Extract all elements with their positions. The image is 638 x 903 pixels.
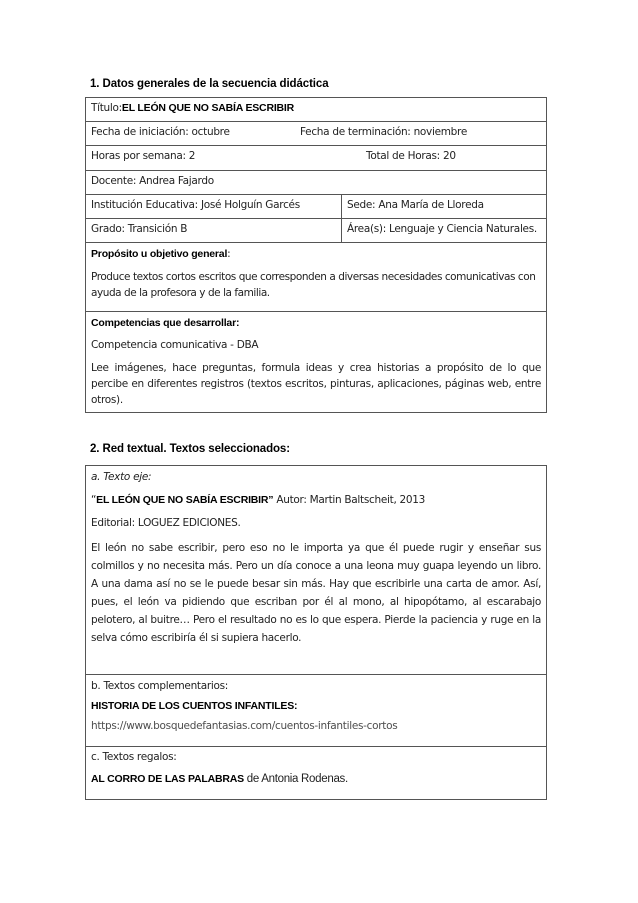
title-label: Título: bbox=[91, 102, 122, 114]
purpose-colon: : bbox=[227, 248, 231, 260]
purpose-text: Produce textos cortos escritos que corresponden a diversas necesidades comunicativas con ayuda de la profesora y de la familia. bbox=[91, 271, 536, 299]
core-text-cell bbox=[86, 466, 547, 675]
core-text-title: EL LEÓN QUE NO SABÍA ESCRIBIR” bbox=[96, 494, 274, 506]
gift-texts-cell bbox=[86, 747, 547, 800]
gift-title: AL CORRO DE LAS PALABRAS bbox=[91, 773, 244, 785]
gift-label: c. Textos regalos: bbox=[91, 751, 177, 763]
complementary-title: HISTORIA DE LOS CUENTOS INFANTILES: bbox=[91, 700, 298, 712]
selected-texts-table bbox=[85, 465, 547, 800]
core-text-label: a. Texto eje: bbox=[91, 471, 152, 483]
hours-cell bbox=[86, 146, 547, 171]
end-date: Fecha de terminación: noviembre bbox=[300, 126, 467, 138]
competency-text: Lee imágenes, hace preguntas, formula ideas y crea historias a propósito de lo que percibe en diferentes registros (textos escritos, pinturas, aplicaciones, páginas web, entre otros). bbox=[91, 362, 541, 406]
hours-total: Total de Horas: 20 bbox=[366, 150, 456, 162]
section2-heading: 2. Red textual. Textos seleccionados: bbox=[90, 443, 290, 455]
competency-name: Competencia comunicativa - DBA bbox=[91, 339, 259, 351]
purpose-cell bbox=[86, 243, 547, 312]
complementary-texts-cell bbox=[86, 675, 547, 747]
grade-cell: Grado: Transición B bbox=[86, 219, 342, 243]
purpose-label: Propósito u objetivo general bbox=[91, 248, 228, 260]
institution-cell: Institución Educativa: José Holguín Garcés bbox=[86, 195, 342, 219]
areas-cell: Área(s): Lenguaje y Ciencia Naturales. bbox=[342, 219, 547, 243]
teacher-cell: Docente: Andrea Fajardo bbox=[86, 171, 547, 195]
competencies-cell bbox=[86, 312, 547, 413]
core-text-open-quote: “ bbox=[91, 494, 97, 506]
title-cell bbox=[86, 98, 547, 122]
hours-per-week: Horas por semana: 2 bbox=[91, 150, 196, 162]
title-value: EL LEÓN QUE NO SABÍA ESCRIBIR bbox=[121, 102, 295, 114]
complementary-url[interactable]: https://www.bosquedefantasias.com/cuentos-infantiles-cortos bbox=[91, 720, 398, 732]
gift-author: de Antonia Rodenas. bbox=[243, 773, 348, 785]
general-data-table bbox=[85, 97, 547, 413]
competencies-label: Competencias que desarrollar: bbox=[91, 317, 240, 329]
start-date: Fecha de iniciación: octubre bbox=[91, 126, 230, 138]
complementary-label: b. Textos complementarios: bbox=[91, 680, 229, 692]
campus-cell: Sede: Ana María de Lloreda bbox=[342, 195, 547, 219]
core-text-summary: El león no sabe escribir, pero eso no le importa ya que él puede rugir y enseñar sus colmillos y no necesita más. Pero un día conoce a una leona muy guapa leyendo un libro. A una dama así no se le puede besar sin más. Hay que escribirle una carta de amor. Así, pues, el león va pidiendo que escriban por él al mono, al hipopótamo, al escarabajo pelotero, al buitre… Pero el resultado no es lo que espera. Pierde la paciencia y ruge en la selva cómo escribiría él si supiera hacerlo. bbox=[91, 542, 541, 644]
section1-heading: 1. Datos generales de la secuencia didáctica bbox=[90, 78, 329, 90]
core-text-author: Autor: Martin Baltscheit, 2013 bbox=[273, 494, 426, 506]
dates-cell bbox=[86, 122, 547, 146]
core-text-publisher: Editorial: LOGUEZ EDICIONES. bbox=[91, 517, 241, 529]
